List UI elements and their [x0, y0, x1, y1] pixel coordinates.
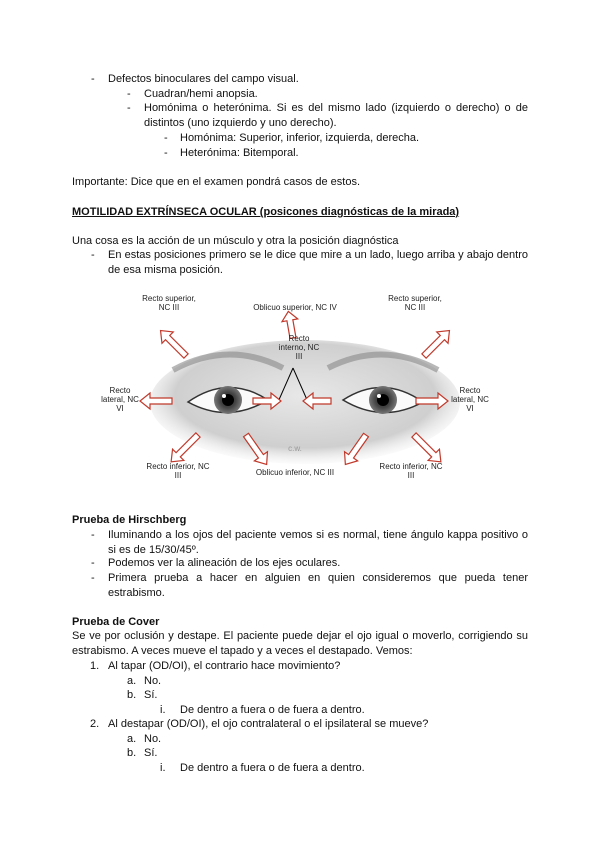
left-highlight: [222, 394, 226, 398]
list-roman: i.: [160, 762, 166, 774]
right-highlight: [377, 394, 381, 398]
list-item: Al destapar (OD/OI), el ojo contralateral o el ipsilateral se mueve?: [108, 718, 429, 730]
label-recto-superior-right: Recto superior, NC III: [388, 294, 442, 312]
paragraph: Una cosa es la acción de un músculo y otra la posición diagnóstica: [72, 235, 399, 247]
label-recto-lateral-left: Recto lateral, NC VI: [101, 386, 139, 413]
arrow-up-right: [418, 325, 455, 362]
note-importante: Importante: Dice que en el examen pondrá casos de estos.: [72, 176, 361, 188]
list-item: Defectos binoculares del campo visual.: [108, 73, 299, 85]
list-number: 1.: [90, 660, 100, 672]
eye-motility-figure: [101, 290, 492, 486]
label-oblicuo-inferior: Oblicuo inferior, NC III: [255, 468, 335, 477]
list-letter: b.: [127, 747, 137, 759]
list-number: 2.: [90, 718, 100, 730]
bullet-dash: -: [164, 147, 168, 159]
bullet-dash: -: [164, 132, 168, 144]
bullet-dash: -: [127, 102, 131, 114]
section-heading: MOTILIDAD EXTRÍNSECA OCULAR (posicones diagnósticas de la mirada): [72, 206, 460, 218]
list-item: Homónima: Superior, inferior, izquierda, derecha.: [180, 132, 420, 144]
list-item: Iluminando a los ojos del paciente vemos si es normal, tiene ángulo kappa positivo o si es de 15/30/45º.: [108, 529, 528, 556]
list-item: De dentro a fuera o de fuera a dentro.: [180, 762, 365, 774]
section-heading: Prueba de Cover: [72, 616, 160, 628]
list-item: De dentro a fuera o de fuera a dentro.: [180, 704, 365, 716]
eyes-illustration: [118, 290, 492, 486]
arrow-up-left: [155, 325, 192, 362]
list-letter: a.: [127, 733, 137, 745]
list-item: Sí.: [144, 689, 158, 701]
label-oblicuo-superior: Oblicuo superior, NC IV: [253, 303, 337, 312]
bullet-dash: -: [91, 249, 95, 261]
list-item: Cuadran/hemi anopsia.: [144, 88, 258, 100]
bullet-dash: -: [91, 557, 95, 569]
list-letter: b.: [127, 689, 137, 701]
label-recto-interno: Recto interno, NC III: [278, 334, 320, 361]
label-recto-superior-left: Recto superior, NC III: [142, 294, 196, 312]
list-item: Al tapar (OD/OI), el contrario hace movimiento?: [108, 660, 341, 672]
list-item: En estas posiciones primero se le dice que mire a un lado, luego arriba y abajo dentro de esa misma posición.: [108, 249, 528, 276]
paragraph: Se ve por oclusión y destape. El paciente puede dejar el ojo igual o moverlo, corrigiendo su estrabismo. A veces mueve el tapado y a veces el destapado. Vemos:: [72, 630, 528, 657]
bullet-dash: -: [127, 88, 131, 100]
bullet-dash: -: [91, 572, 95, 584]
list-item: Podemos ver la alineación de los ejes oculares.: [108, 557, 341, 569]
figure-watermark: c.w.: [288, 444, 302, 453]
list-item: No.: [144, 675, 162, 687]
list-item: No.: [144, 733, 162, 745]
list-item: Sí.: [144, 747, 158, 759]
list-roman: i.: [160, 704, 166, 716]
section-heading: Prueba de Hirschberg: [72, 514, 187, 526]
list-item: Heterónima: Bitemporal.: [180, 147, 299, 159]
label-recto-inferior-left: Recto inferior, NC III: [146, 462, 210, 480]
label-recto-inferior-right: Recto inferior, NC III: [379, 462, 443, 480]
list-item: Primera prueba a hacer en alguien en quien consideremos que pueda tener estrabismo.: [108, 572, 528, 599]
bullet-dash: -: [91, 529, 95, 541]
bullet-dash: -: [91, 73, 95, 85]
list-item: Homónima o heterónima. Si es del mismo lado (izquierdo o derecho) o de distintos (uno izquierdo y uno derecho).: [144, 102, 528, 129]
list-letter: a.: [127, 675, 137, 687]
label-recto-lateral-right: Recto lateral, NC VI: [451, 386, 489, 413]
